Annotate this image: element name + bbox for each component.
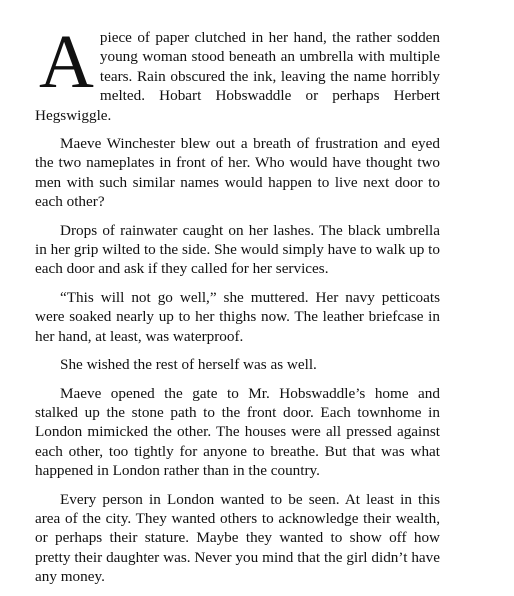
- paragraph-1-text: piece of paper clutched in her hand, the rather sodden young woman stood beneath an umbrella with multiple tears. Rain obscured the ink, leaving the name horribly melted. Hobart Hobswaddle or perhaps Herbert Hegswiggle.: [35, 29, 440, 124]
- paragraph-3: Drops of rainwater caught on her lashes. The black umbrella in her grip wilted to the side. She would simply have to walk up to each door and ask if they called for her services.: [35, 221, 440, 278]
- paragraph-6: Maeve opened the gate to Mr. Hobswaddle’s home and stalked up the stone path to the front door. Each townhome in London mimicked the other. The houses were all pressed against each other, too tightly for anyone to breathe. But that was what happened in London rather than in the country.: [35, 384, 440, 480]
- paragraph-1: [35, 20, 440, 125]
- paragraph-4: “This will not go well,” she muttered. Her navy petticoats were soaked nearly up to her thighs now. The leather briefcase in her hand, at least, was waterproof.: [35, 288, 440, 345]
- drop-cap: A: [39, 20, 94, 104]
- paragraph-7: Every person in London wanted to be seen. At least in this area of the city. They wanted others to acknowledge their wealth, or perhaps their stature. Maybe they wanted to show off how pretty their daughter was. Never you mind that the girl didn’t have any money.: [35, 490, 440, 586]
- paragraph-5: She wished the rest of herself was as well.: [60, 356, 317, 374]
- paragraph-2: Maeve Winchester blew out a breath of frustration and eyed the two nameplates in front of her. Who would have thought two men with such similar names would happen to live next door to each other?: [35, 135, 440, 211]
- book-page: [35, 20, 440, 596]
